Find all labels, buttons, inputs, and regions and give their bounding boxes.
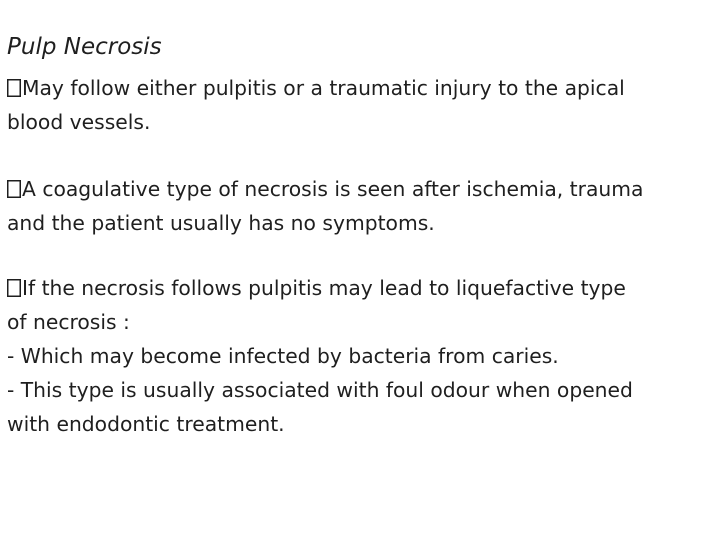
paragraph-line: blood vessels.: [7, 110, 151, 134]
paragraph-line: with endodontic treatment.: [7, 412, 285, 436]
paragraph-line: - This type is usually associated with foul odour when opened: [7, 378, 633, 402]
paragraph-line: [7, 172, 719, 206]
paragraph-2: [7, 172, 719, 240]
paragraph-text: May follow either pulpitis or a traumatic injury to the apical: [22, 76, 625, 100]
paragraph-text: A coagulative type of necrosis is seen after ischemia, trauma: [22, 177, 644, 201]
paragraph-line: [7, 71, 719, 105]
replacement-character-icon: [7, 279, 21, 297]
paragraph-line: of necrosis :: [7, 310, 130, 334]
paragraph-1: [7, 71, 719, 139]
paragraph-line: [7, 271, 719, 305]
paragraph-text: If the necrosis follows pulpitis may lead to liquefactive type: [22, 276, 626, 300]
slide-title: Pulp Necrosis: [7, 34, 162, 60]
paragraph-line: and the patient usually has no symptoms.: [7, 211, 435, 235]
paragraph-line: - Which may become infected by bacteria from caries.: [7, 344, 559, 368]
replacement-character-icon: [7, 180, 21, 198]
paragraph-3: [7, 271, 719, 441]
replacement-character-icon: [7, 79, 21, 97]
